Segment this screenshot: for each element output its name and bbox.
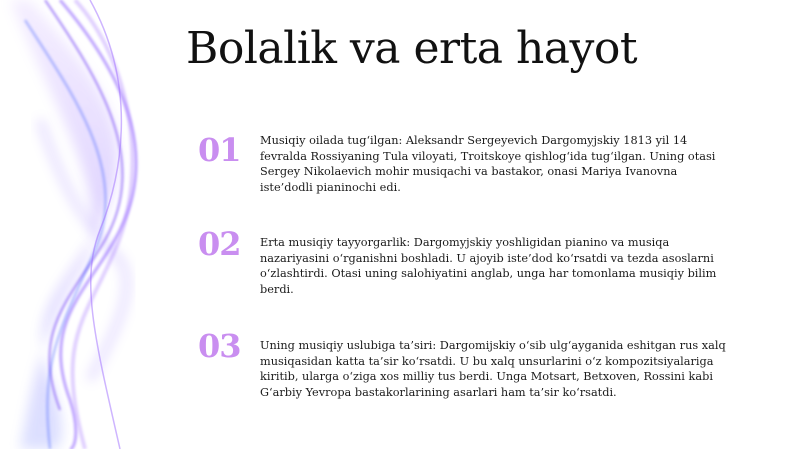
slide-title: Bolalik va erta hayot: [186, 23, 638, 74]
item-number-02: 02: [198, 225, 241, 263]
item-text-03: Uning musiqiy uslubiga ta’siri: Dargomijskiy o‘sib ulg‘ayganida eshitgan rus xalq musiqasidan katta ta’sir ko‘rsatdi. U bu xalq unsurlarini o‘z kompozitsiyalariga kiritib, ularga o‘ziga xos milliy tus berdi. Unga Motsart, Betxoven, Rossini kabi G‘arbiy Yevropa bastakorlarining asarlari ham ta’sir ko‘rsatdi.: [260, 339, 726, 399]
item-number-01: 01: [198, 131, 241, 169]
item-number-03: 03: [198, 327, 241, 365]
item-text-02: Erta musiqiy tayyorgarlik: Dargomyjskiy yoshligidan pianino va musiqa nazariyasini o‘rganishni boshladi. U ajoyib iste’dod ko‘rsatdi va tezda asoslarni o‘zlashtirdi. Otasi uning salohiyatini anglab, unga har tomonlama musiqiy bilim berdi.: [260, 236, 717, 296]
purple-smoke-wave-decoration: [0, 0, 200, 449]
item-text-01: Musiqiy oilada tug‘ilgan: Aleksandr Sergeyevich Dargomyjskiy 1813 yil 14 fevralda Rossiyaning Tula viloyati, Troitskoye qishlog‘ida tug‘ilgan. Uning otasi Sergey Nikolaevich mohir musiqachi va bastakor, onasi Mariya Ivanovna iste’dodli pianinochi edi.: [260, 134, 716, 194]
